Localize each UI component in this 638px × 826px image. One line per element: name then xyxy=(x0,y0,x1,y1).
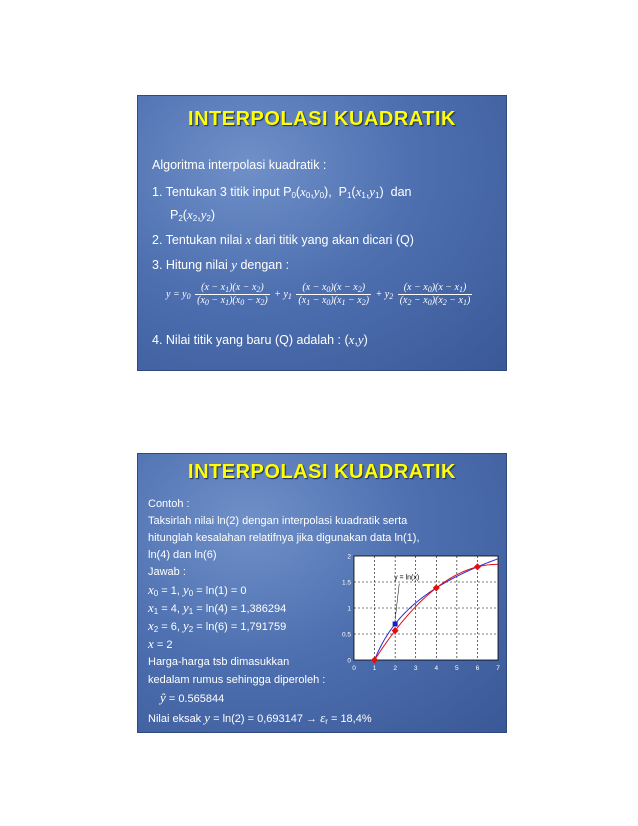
x-tick-label: 1 xyxy=(372,665,377,672)
y-tick-label: 1.5 xyxy=(341,579,351,587)
contoh-label: Contoh : xyxy=(148,498,190,510)
step-2: 2. Tentukan nilai x dari titik yang akan dicari (Q) xyxy=(152,232,414,247)
data-point-blue xyxy=(393,621,398,626)
data-xq: x = 2 xyxy=(148,636,173,651)
yhat-result: ŷ = 0.565844 xyxy=(160,690,225,705)
harga-line: Harga-harga tsb dimasukkan xyxy=(148,656,290,668)
quadratic-formula: $y = y_0$ $\frac{(x - x_1)(x - x_2)}{(x_0 - x_1)(x_0 - x_2)}$ + $y_1$ $\frac{(x - x_0)(x - x_2)}{(x_1 - x_0)(x_1 - x_2)}$ + $y_2$ $\frac{(x - x_0)(x - x_1)}{(x_2 - x_0)(x_2 - x_1)}$ xyxy=(166,282,471,307)
slide-1-title: INTERPOLASI KUADRATIK xyxy=(188,108,456,130)
curve-annotation: y = ln(x) xyxy=(394,574,420,582)
kedalam-line: kedalam rumus sehingga diperoleh : xyxy=(148,674,326,686)
problem-line-2: hitunglah kesalahan relatifnya jika digunakan data ln(1), xyxy=(148,532,420,544)
y-tick-label: 0 xyxy=(347,657,351,665)
step-1: 1. Tentukan 3 titik input $P_0(x_0,y_0)$, $P_1(x_1,y_1)$ dan xyxy=(152,184,412,200)
data-x1: $x_1 = 4$, $y_1 = \ln(4) = 1,386294$ xyxy=(148,600,287,616)
slide-2-title: INTERPOLASI KUADRATIK xyxy=(188,461,456,483)
x-tick-label: 6 xyxy=(475,665,480,672)
slide-2 xyxy=(137,453,507,733)
x-tick-label: 0 xyxy=(352,665,356,672)
step-3: 3. Hitung nilai y dengan : xyxy=(152,257,290,272)
x-tick-label: 4 xyxy=(434,665,439,672)
x-tick-label: 7 xyxy=(496,665,500,672)
data-x0: $x_0 = 1$, $y_0 = \ln(1) = 0$ xyxy=(148,582,247,598)
step-4: 4. Nilai titik yang baru (Q) adalah : (x,y) xyxy=(152,332,368,347)
problem-line-1: Taksirlah nilai ln(2) dengan interpolasi kuadratik serta xyxy=(148,515,408,527)
step-1-cont: $P_2(x_2,y_2)$ xyxy=(170,207,216,223)
y-tick-label: 2 xyxy=(347,553,351,561)
jawab-label: Jawab : xyxy=(148,566,186,578)
x-tick-label: 3 xyxy=(413,665,418,672)
y-tick-label: 1 xyxy=(347,605,351,613)
slide-1 xyxy=(137,95,507,371)
algorithm-intro: Algoritma interpolasi kuadratik : xyxy=(152,158,327,172)
ln-chart xyxy=(338,550,504,674)
x-tick-label: 5 xyxy=(455,665,459,672)
x-tick-label: 2 xyxy=(393,665,397,672)
y-tick-label: 0.5 xyxy=(341,631,351,639)
problem-line-3: ln(4) dan ln(6) xyxy=(148,549,217,561)
exact-value: Nilai eksak $y = \ln(2) = 0,693147 \to \varepsilon_r = 18,4\%$ xyxy=(148,710,372,726)
data-x2: $x_2 = 6$, $y_2 = \ln(6) = 1,791759$ xyxy=(148,618,287,634)
